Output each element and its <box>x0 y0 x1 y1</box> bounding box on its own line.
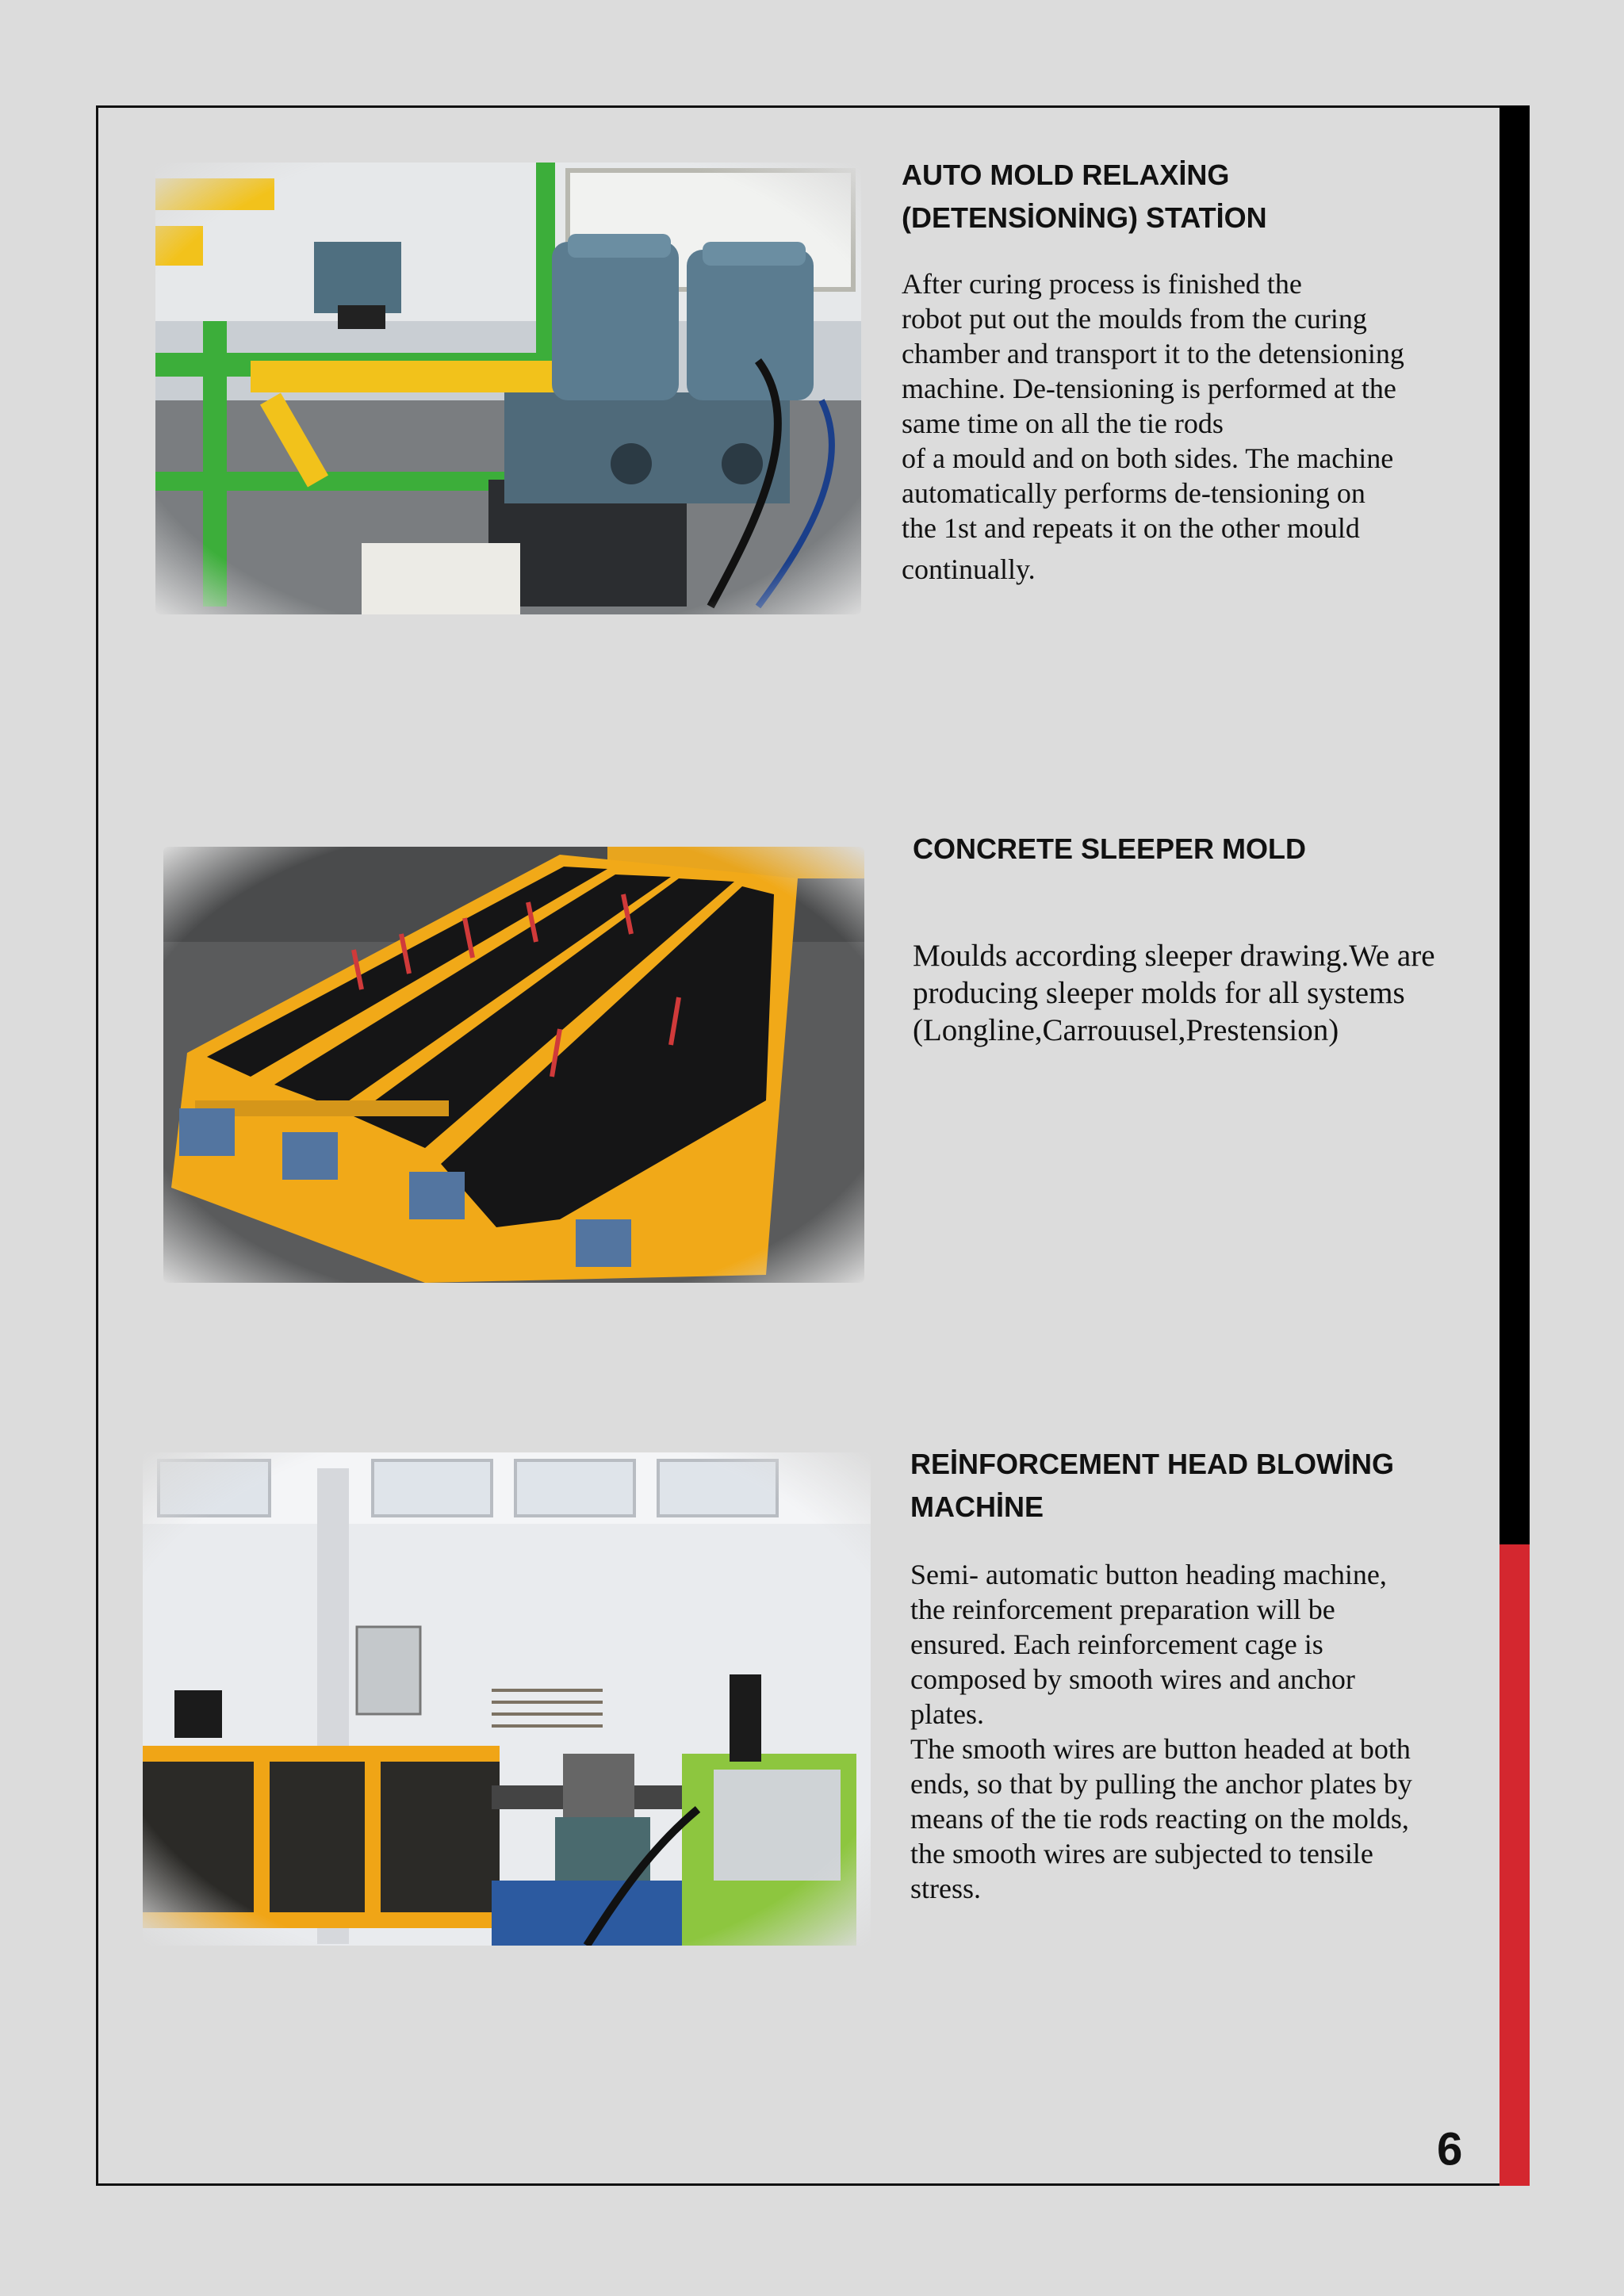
paragraph-line: the 1st and repeats it on the other mould <box>902 512 1360 544</box>
head-blowing-machine-photo <box>143 1452 871 1946</box>
paragraph-line: of a mould and on both sides. The machine <box>902 442 1394 474</box>
paragraph-line: the smooth wires are subjected to tensile <box>910 1838 1373 1869</box>
section-3-paragraph <box>910 1557 1497 1906</box>
section-2-heading-line: CONCRETE SLEEPER MOLD <box>913 832 1307 865</box>
paragraph-line: The smooth wires are button headed at both <box>910 1733 1411 1765</box>
paragraph-line: Semi- automatic button heading machine, <box>910 1559 1387 1590</box>
paragraph-line: composed by smooth wires and anchor <box>910 1663 1355 1695</box>
paragraph-line: After curing process is finished the <box>902 268 1302 300</box>
section-3-heading <box>910 1443 1489 1529</box>
paragraph-line: chamber and transport it to the detensioning <box>902 338 1404 369</box>
paragraph-line: ensured. Each reinforcement cage is <box>910 1628 1323 1660</box>
section-1-paragraph <box>902 266 1488 587</box>
paragraph-line: (Longline,Carrouusel,Prestension) <box>913 1013 1339 1047</box>
sleeper-mold-photo <box>163 847 864 1283</box>
paragraph-line: continually. <box>902 553 1036 585</box>
section-2-heading <box>913 828 1484 871</box>
paragraph-line: stress. <box>910 1873 981 1904</box>
paragraph-line: ends, so that by pulling the anchor plates by <box>910 1768 1412 1800</box>
page-number: 9 <box>1437 2122 1463 2174</box>
section-3-heading-line: MACHİNE <box>910 1490 1044 1523</box>
detensioning-station-photo <box>155 163 861 614</box>
section-3-heading-line: REİNFORCEMENT HEAD BLOWİNG <box>910 1448 1394 1480</box>
paragraph-line: machine. De-tensioning is performed at the <box>902 373 1396 404</box>
section-1-heading <box>902 154 1473 239</box>
paragraph-line: means of the tie rods reacting on the molds, <box>910 1803 1409 1835</box>
paragraph-line: the reinforcement preparation will be <box>910 1594 1335 1625</box>
section-1-heading-line: AUTO MOLD RELAXİNG <box>902 159 1230 191</box>
paragraph-line: automatically performs de-tensioning on <box>902 477 1365 509</box>
paragraph-line: Moulds according sleeper drawing.We are <box>913 939 1435 973</box>
paragraph-line: same time on all the tie rods <box>902 408 1224 439</box>
paragraph-line: producing sleeper molds for all systems <box>913 976 1405 1010</box>
section-2-paragraph <box>913 937 1500 1049</box>
side-bar-black <box>1500 105 1530 1544</box>
section-1-heading-line: (DETENSİONİNG) STATİON <box>902 201 1267 234</box>
paragraph-line: plates. <box>910 1698 984 1730</box>
paragraph-line: robot put out the moulds from the curing <box>902 303 1367 335</box>
side-bar-red <box>1500 1544 1530 2186</box>
